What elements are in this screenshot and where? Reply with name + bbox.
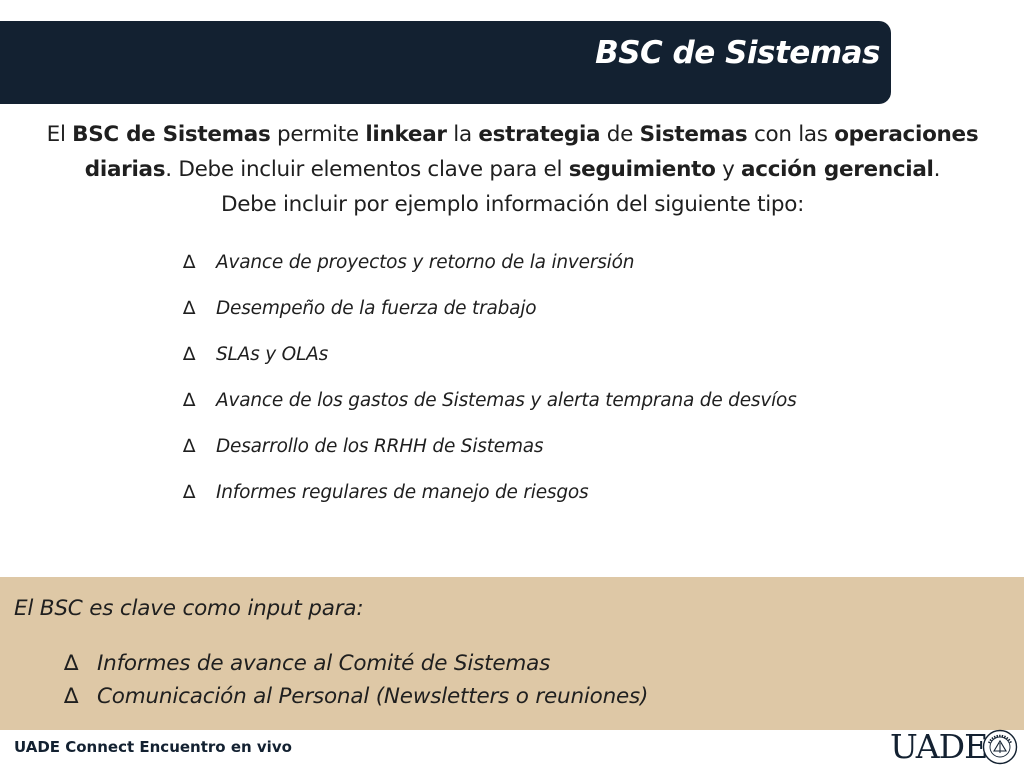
intro-text-run: permite [270,122,366,147]
intro-bold-run: BSC de Sistemas [72,122,271,147]
list-item-text: Informes regulares de manejo de riesgos [216,482,589,503]
delta-bullet-icon: ∆ [183,436,196,457]
callout-list [64,647,648,713]
logo-wordmark: UADE [890,727,988,766]
list-item [183,424,823,470]
delta-bullet-icon: ∆ [183,252,196,273]
list-item-text: Avance de proyectos y retorno de la inversión [216,252,635,273]
delta-bullet-icon: ∆ [183,298,196,319]
list-item [183,378,823,424]
list-item [183,470,823,516]
intro-bold-run: diarias [84,157,166,182]
intro-text-run: de [600,122,640,147]
intro-text-run: . [933,157,941,182]
intro-bold-run: seguimiento [568,157,716,182]
uade-logo [890,727,1020,767]
delta-bullet-icon: ∆ [64,684,79,709]
intro-bold-run: operaciones [834,122,979,147]
title-bar [0,21,891,104]
list-item [183,332,823,378]
delta-bullet-icon: ∆ [183,390,196,411]
delta-bullet-icon: ∆ [183,344,196,365]
intro-text-run: y [715,157,742,182]
intro-bold-run: estrategia [478,122,601,147]
list-item [183,286,823,332]
delta-bullet-icon: ∆ [183,482,196,503]
callout-item-text: Informes de avance al Comité de Sistemas [97,651,551,676]
callout-item [64,647,648,680]
callout-title: El BSC es clave como input para: [14,596,364,621]
intro-text-run: El [46,122,73,147]
list-item-text: Desempeño de la fuerza de trabajo [216,298,537,319]
list-item-text: Desarrollo de los RRHH de Sistemas [216,436,544,457]
fundacion-seal-icon [982,729,1018,765]
footer-note: UADE Connect Encuentro en vivo [14,738,292,756]
intro-text-run: . Debe incluir elementos clave para el [165,157,569,182]
intro-bold-run: Sistemas [639,122,748,147]
delta-bullet-icon: ∆ [64,651,79,676]
list-item-text: SLAs y OLAs [216,344,329,365]
intro-paragraph [20,117,1005,222]
intro-line-1 [20,117,1005,152]
intro-text-run: con las [747,122,835,147]
callout-item [64,680,648,713]
intro-line-3: Debe incluir por ejemplo información del siguiente tipo: [220,192,805,217]
callout-item-text: Comunicación al Personal (Newsletters o reuniones) [97,684,649,709]
list-item-text: Avance de los gastos de Sistemas y alerta temprana de desvíos [216,390,797,411]
intro-bold-run: linkear [365,122,447,147]
bullet-list [183,240,823,516]
slide-title: BSC de Sistemas [595,35,880,71]
intro-bold-run: acción gerencial [741,157,934,182]
intro-text-run: la [446,122,479,147]
intro-line-2 [20,152,1005,187]
list-item [183,240,823,286]
callout-box [0,577,1024,730]
